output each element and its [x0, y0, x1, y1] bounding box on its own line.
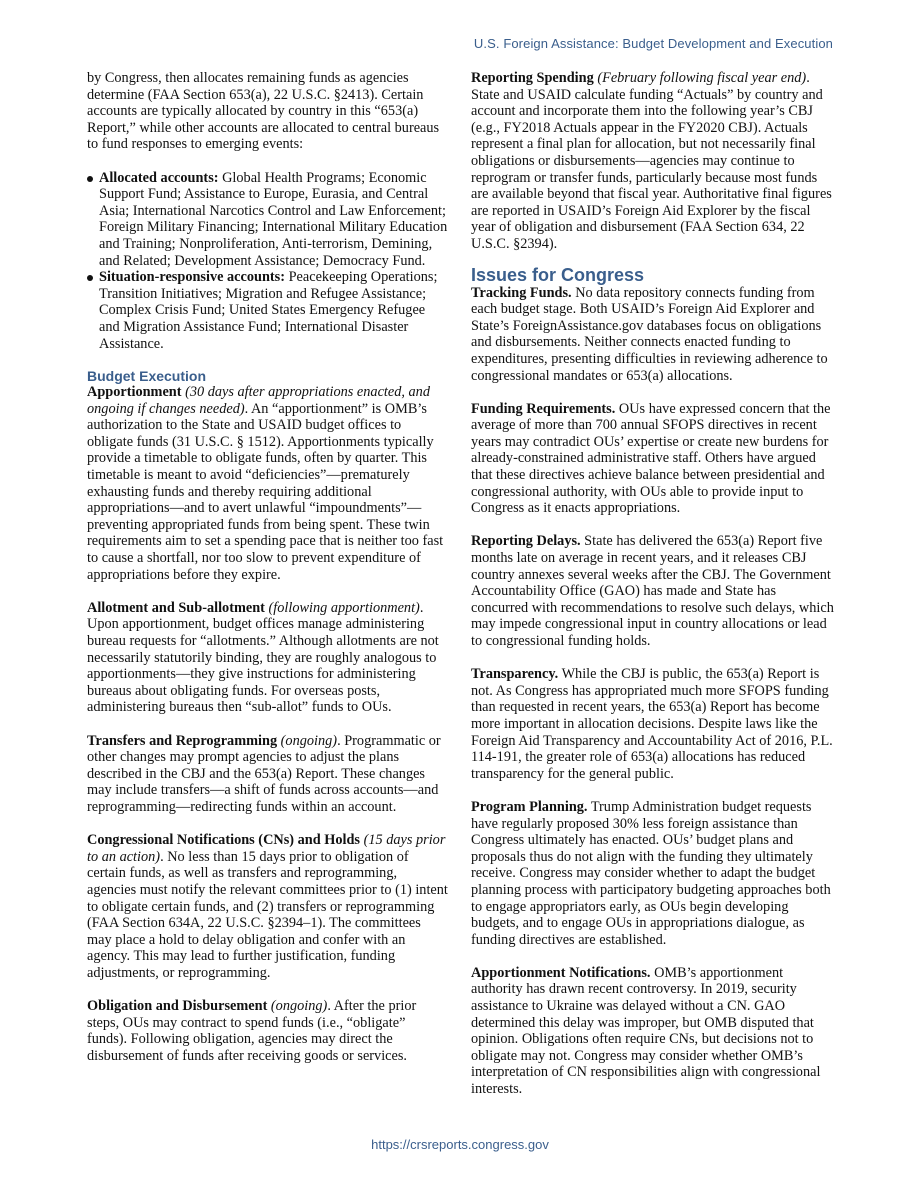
- left-column: [87, 70, 449, 1064]
- issue-text: OUs have expressed concern that the average of more than 700 annual SFOPS directives in recent years may contradict OUs’ expertise or create new burdens for already-constrained administrative staff. Others have argued that these directives achieve balance between presidential and congressional authority, with OUs able to provide input to Congress as it enacts appropriations.: [471, 400, 831, 517]
- paragraph-label: Reporting Spending: [471, 70, 594, 86]
- list-item-situation: [87, 269, 449, 352]
- list-item-allocated: [87, 170, 449, 270]
- issue-text: No data repository connects funding from each budget stage. Both USAID’s Foreign Aid Explorer and State’s ForeignAssistance.gov databases focus on obligations and disbursements. Neither connects enacted funding to expenditures, presenting difficulties in reviewing adherence to congressional mandates or 653(a) allocations.: [471, 284, 828, 384]
- footer-link[interactable]: https://crsreports.congress.gov: [371, 1137, 549, 1152]
- issue-apportionment-notifications: [471, 965, 834, 1098]
- issue-label: Reporting Delays.: [471, 533, 581, 550]
- paragraph-label: Congressional Notifications (CNs) and Holds: [87, 832, 360, 849]
- paragraph-text: . Upon apportionment, budget offices manage administering bureau requests for “allotments.” Although allotments are not necessarily statutorily binding, they are roughly analogous to apportionments—they give instructions for administering bureaus about obligating funds. For overseas posts, administering bureaus then “sub-allot” funds to OUs.: [87, 599, 439, 716]
- paragraph-transfers: [87, 733, 449, 816]
- issue-label: Funding Requirements.: [471, 400, 616, 417]
- budget-execution-heading: Budget Execution: [87, 368, 207, 385]
- issue-label: Program Planning.: [471, 798, 588, 815]
- list-item-text: Global Health Programs; Economic Support Fund; Assistance to Europe, Eurasia, and Central Asia; International Narcotics Control and Law Enforcement; Foreign Military Financing; International Military Education and Training; Nonproliferation, Anti-terrorism, Demining, and Related; Development Assistance; Democracy Fund.: [99, 169, 448, 269]
- paragraph-timing: (ongoing): [267, 998, 328, 1015]
- paragraph-text: . After the prior steps, OUs may contract to spend funds (i.e., “obligate” funds). Following obligation, agencies may direct the disbursement of funds after receiving goods or services.: [87, 998, 417, 1064]
- paragraph-timing: (following apportionment): [264, 599, 420, 616]
- paragraph-obligation: [87, 998, 449, 1064]
- paragraph-timing: (15 days prior to an action): [87, 832, 446, 865]
- paragraph-label: Transfers and Reprogramming: [87, 732, 278, 749]
- right-column: [471, 70, 834, 1098]
- issue-transparency: [471, 666, 834, 782]
- list-item-text: Peacekeeping Operations; Transition Initiatives; Migration and Refugee Assistance; Complex Crisis Fund; United States Emergency Refugee and Migration Assistance Fund; International Disaster Assistance.: [99, 269, 438, 352]
- paragraph-label: Obligation and Disbursement: [87, 998, 268, 1015]
- paragraph-text: . An “apportionment” is OMB’s authorization to the State and USAID budget offices to obligate funds (31 U.S.C. § 1512). Apportionments typically provide a timetable to obligate funds, often by quarter. This timetable is meant to avoid “deficiencies”—prematurely exhausting funds and thereby requiring additional appropriations—and to avert unlawful “impoundments”—preventing appropriated funds from being spent. These twin requirements aim to set a spending pace that is neither too fast to cause a shortfall, nor too slow to prevent expenditure of appropriations before they expire.: [87, 400, 444, 583]
- issue-label: Transparency.: [471, 666, 559, 683]
- intro-paragraph: by Congress, then allocates remaining funds as agencies determine (FAA Section 653(a), 22 U.S.C. §2413). Certain accounts are typically allocated by country in this “653(a) Report,” while other accounts are allocated to central bureaus to fund responses to emerging events:: [87, 70, 440, 153]
- paragraph-label: Allotment and Sub-allotment: [87, 599, 265, 616]
- issue-reporting-delays: [471, 533, 834, 649]
- paragraph-notifications: [87, 832, 449, 981]
- paragraph-label: Apportionment: [87, 384, 182, 401]
- paragraph-text: . State and USAID calculate funding “Actuals” by country and account and incorporate them into the following year’s CBJ (e.g., FY2018 Actuals appear in the FY2020 CBJ). Actuals represent a final plan for allocation, but not necessarily final obligations or disbursements—agencies may continue to reprogram or transfer funds, particularly because most funds are available beyond that fiscal year. Authoritative final figures are reported in USAID’s Foreign Aid Explorer by the fiscal year of obligation and disbursement (FAA Section 634, 22 U.S.C. §2394).: [471, 70, 832, 252]
- issue-program-planning: [471, 799, 834, 948]
- paragraph-reporting: [471, 70, 834, 253]
- paragraph-timing: (ongoing): [277, 732, 338, 749]
- running-header: U.S. Foreign Assistance: Budget Development and Execution: [473, 36, 833, 51]
- account-list: [87, 170, 449, 353]
- paragraph-apportionment: [87, 384, 449, 583]
- paragraph-timing: (30 days after appropriations enacted, and ongoing if changes needed): [87, 384, 430, 417]
- paragraph-allotment: [87, 600, 449, 716]
- issues-heading: Issues for Congress: [471, 264, 645, 285]
- paragraph-timing: (February following fiscal year end): [593, 70, 807, 86]
- issue-text: OMB’s apportionment authority has drawn recent controversy. In 2019, security assistance to Ukraine was delayed without a CN. GAO determined this delay was improper, but OMB disputed that opinion. Obligations often require CNs, but decisions not to obligate may not. Congress may consider whether OMB’s interpretation of CN responsibilities align with congressional interests.: [471, 964, 821, 1098]
- issue-label: Tracking Funds.: [471, 284, 572, 301]
- issue-text: Trump Administration budget requests have regularly proposed 30% less foreign assistance than Congress ultimately has enacted. OUs’ budget plans and proposals thus do not align with the funding they ultimately receive. Congress may consider whether to adapt the budget planning process with participatory budgeting approaches both to engage appropriators early, as OUs begin developing budgets, and to engage OUs in appropriations dialogue, as funding directives are established.: [471, 798, 831, 948]
- paragraph-text: . Programmatic or other changes may prompt agencies to adjust the plans described in the CBJ and the 653(a) Report. These changes may include transfers—a shift of funds across accounts—and reprogramming—redirecting funds within an account.: [87, 732, 441, 815]
- paragraph-text: . No less than 15 days prior to obligation of certain funds, as well as transfers and reprogramming, agencies must notify the relevant committees prior to (1) intent to obligate certain funds, and (2) transfers or reprogramming (FAA Section 634A, 22 U.S.C. §2394–1). The committees may place a hold to delay obligation and confer with an agency. This may lead to further justification, funding adjustments, or reprogramming.: [87, 848, 448, 981]
- issue-text: State has delivered the 653(a) Report five months late on average in recent years, and it releases CBJ country annexes several weeks after the CBJ. The Government Accountability Office (GAO) has made and State has concurred with recommendations to resolve such delays, which may impede congressional input in country allocations or lead to congressional funding holds.: [471, 533, 834, 649]
- issue-label: Apportionment Notifications.: [471, 964, 651, 981]
- issue-tracking-funds: [471, 285, 834, 385]
- issue-funding-requirements: [471, 401, 834, 517]
- list-item-label: Allocated accounts:: [99, 169, 219, 186]
- issue-text: While the CBJ is public, the 653(a) Report is not. As Congress has appropriated much more SFOPS funding than requested in recent years, the 653(a) Report has become more important in allocation decisions. Despite laws like the Foreign Aid Transparency and Accountability Act of 2016, P.L. 114-191, the greater role of 653(a) allocations has reduced transparency for the general public.: [471, 666, 833, 782]
- list-item-label: Situation-responsive accounts:: [99, 269, 286, 286]
